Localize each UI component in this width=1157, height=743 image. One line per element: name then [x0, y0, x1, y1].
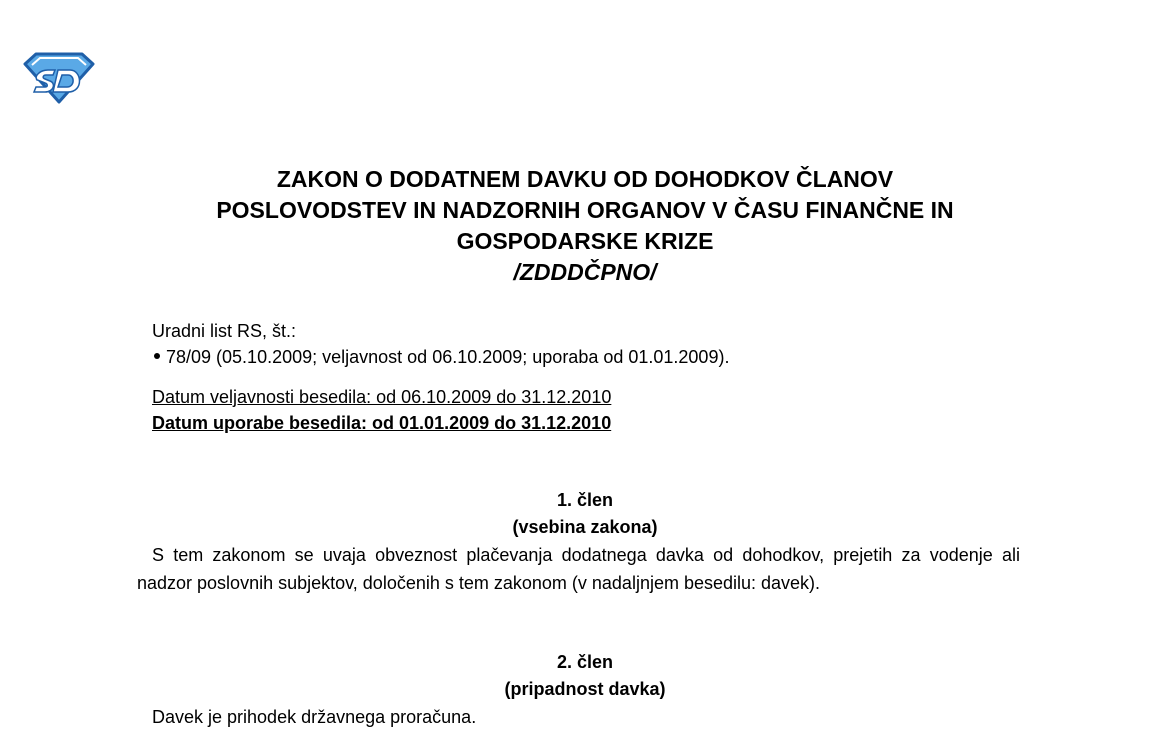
official-gazette-reference	[152, 318, 729, 370]
gazette-label: Uradni list RS, št.:	[152, 321, 297, 341]
validity-date-text: Datum veljavnosti besedila: od 06.10.2009 do 31.12.2010	[152, 387, 612, 407]
article-2-body: Davek je prihodek državnega proračuna.	[152, 707, 477, 727]
article-number: 2. člen	[556, 652, 614, 672]
bullet-icon	[154, 353, 160, 359]
application-date-text: Datum uporabe besedila: od 01.01.2009 do 31.12.2010	[152, 413, 612, 433]
article-1-heading	[120, 487, 1050, 541]
title-line: GOSPODARSKE KRIZE	[456, 228, 714, 254]
gazette-item	[152, 344, 729, 370]
title-line: POSLOVODSTEV IN NADZORNIH ORGANOV V ČASU FINANČNE IN	[216, 197, 954, 223]
validity-dates	[152, 384, 611, 436]
article-number: 1. člen	[556, 490, 614, 510]
title-abbreviation: /ZDDDČPNO/	[513, 259, 657, 285]
article-title: (vsebina zakona)	[512, 517, 658, 537]
document-title	[120, 164, 1050, 288]
article-1-body: S tem zakonom se uvaja obveznost plačevanja dodatnega davka od dohodkov, prejetih za vodenje ali nadzor poslovnih subjektov, določenih s tem zakonom (v nadaljnjem besedilu: davek).	[137, 545, 1020, 593]
gazette-item-text: 78/09 (05.10.2009; veljavnost od 06.10.2009; uporaba od 01.01.2009).	[166, 347, 730, 367]
sd-shield-logo-icon	[22, 50, 96, 104]
title-line: ZAKON O DODATNEM DAVKU OD DOHODKOV ČLANOV	[276, 166, 894, 192]
article-title: (pripadnost davka)	[504, 679, 666, 699]
article-2-heading	[120, 649, 1050, 703]
